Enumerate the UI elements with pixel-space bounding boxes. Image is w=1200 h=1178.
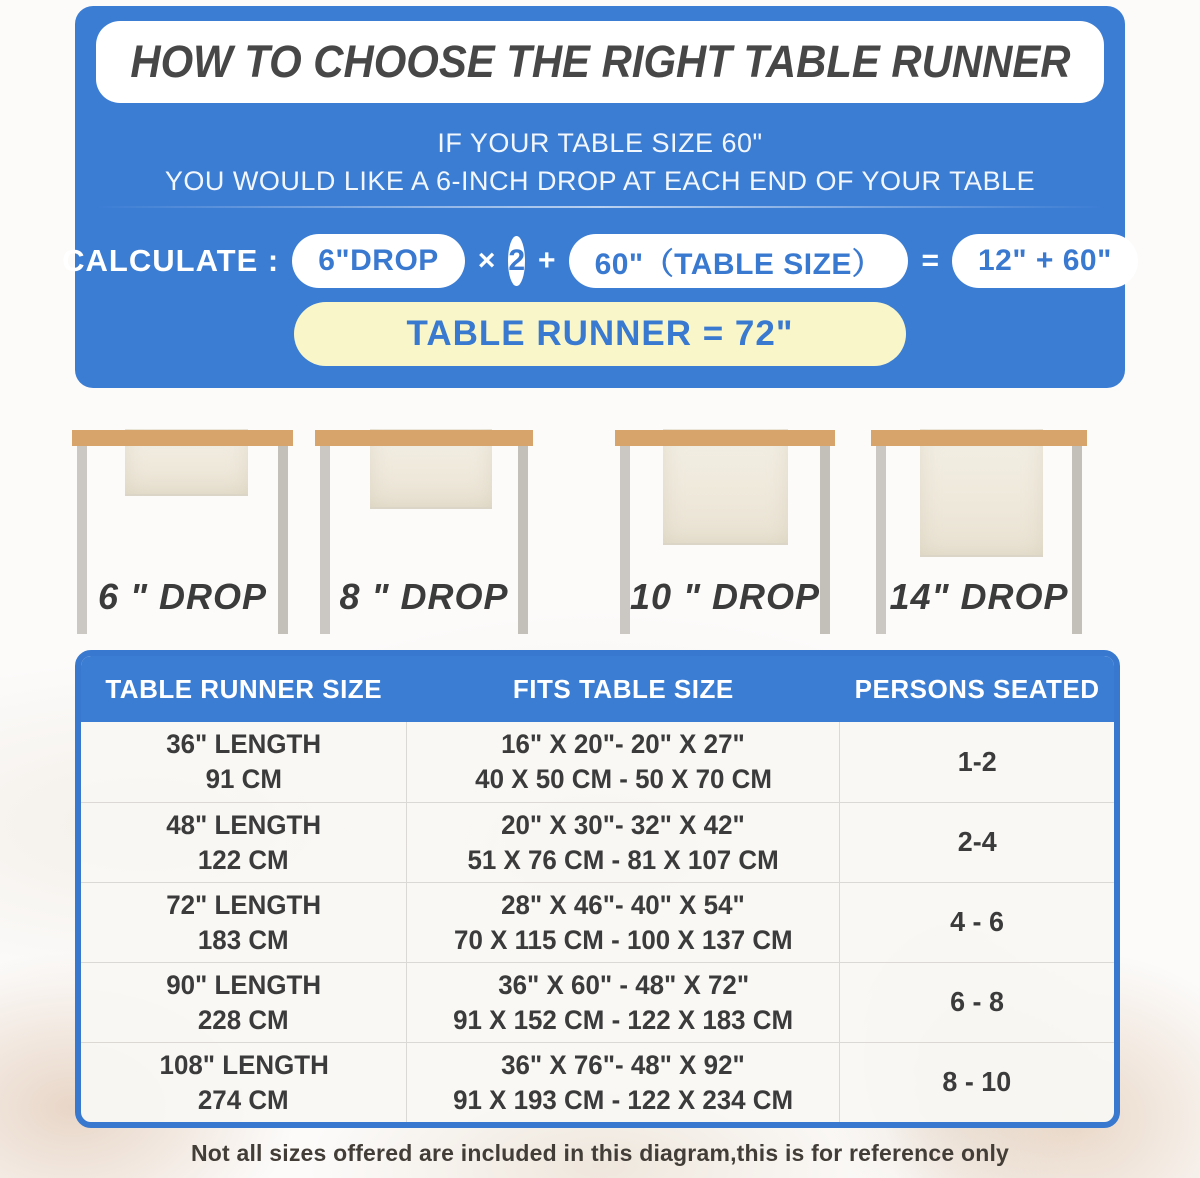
runner-length-in: 108" LENGTH xyxy=(159,1049,329,1080)
persons-seated: 6 - 8 xyxy=(950,986,1005,1018)
runner-size-cell xyxy=(81,963,406,1042)
persons-cell xyxy=(840,1043,1114,1122)
fits-size-cm: 91 X 152 CM - 122 X 183 CM xyxy=(453,1004,794,1035)
size-table-header xyxy=(81,656,1114,722)
persons-cell xyxy=(840,803,1114,882)
calculation-row xyxy=(62,234,1125,288)
disclaimer-note: Not all sizes offered are included in this diagram,this is for reference only xyxy=(190,1140,1010,1166)
runner-length-cm: 228 CM xyxy=(198,1004,290,1035)
fits-size-in: 36" X 60" - 48" X 72" xyxy=(497,969,749,1000)
runner-size-cell xyxy=(81,1043,406,1122)
times-operator: × xyxy=(477,244,496,277)
persons-seated: 2-4 xyxy=(957,826,997,858)
fits-size-cm: 51 X 76 CM - 81 X 107 CM xyxy=(467,844,779,875)
column-header-persons-seated: PERSONS SEATED xyxy=(854,673,1100,704)
tabletop-illustration xyxy=(871,430,1087,446)
equals-operator: = xyxy=(921,244,939,277)
fits-size-cell xyxy=(406,963,840,1042)
fits-size-in: 28" X 46"- 40" X 54" xyxy=(501,889,746,920)
runner-size-cell xyxy=(81,803,406,882)
tabletop-illustration xyxy=(72,430,293,446)
runner-length-cm: 183 CM xyxy=(198,924,290,955)
persons-cell xyxy=(840,963,1114,1042)
persons-seated: 4 - 6 xyxy=(950,906,1005,938)
fits-size-cm: 91 X 193 CM - 122 X 234 CM xyxy=(453,1084,794,1115)
drop-pill: 6"DROP xyxy=(292,234,465,288)
drop-label: 8 " DROP xyxy=(339,576,509,617)
calculate-label: CALCULATE : xyxy=(62,243,280,278)
fits-size-in: 20" X 30"- 32" X 42" xyxy=(501,809,746,840)
persons-seated: 1-2 xyxy=(957,745,997,777)
fits-size-in: 36" X 76"- 48" X 92" xyxy=(501,1049,746,1080)
runner-illustration xyxy=(663,429,788,545)
drop-figure-8in xyxy=(315,430,533,642)
runner-size-cell xyxy=(81,722,406,802)
fits-size-cell xyxy=(406,1043,840,1122)
intro-line-1: IF YOUR TABLE SIZE 60" xyxy=(437,128,763,158)
runner-length-in: 48" LENGTH xyxy=(166,809,322,840)
runner-length-cm: 91 CM xyxy=(205,764,282,794)
title-box xyxy=(96,21,1104,103)
size-table-card xyxy=(75,650,1120,1128)
drop-label: 14" DROP xyxy=(889,576,1069,617)
size-table-body xyxy=(81,722,1114,1122)
runner-length-cm: 122 CM xyxy=(198,844,290,875)
fits-size-cm: 70 X 115 CM - 100 X 137 CM xyxy=(454,924,793,955)
runner-size-cell xyxy=(81,883,406,962)
runner-length-in: 72" LENGTH xyxy=(166,889,322,920)
runner-length-in: 36" LENGTH xyxy=(166,729,322,760)
table-row xyxy=(81,722,1114,802)
fits-size-cell xyxy=(406,883,840,962)
persons-cell xyxy=(840,722,1114,802)
runner-illustration xyxy=(920,429,1043,557)
result-pill: TABLE RUNNER = 72" xyxy=(294,302,906,366)
table-size-pill: 60"（TABLE SIZE） xyxy=(569,234,909,288)
table-row xyxy=(81,962,1114,1042)
fits-size-cm: 40 X 50 CM - 50 X 70 CM xyxy=(474,764,772,794)
header-banner xyxy=(62,6,1125,388)
drop-figure-14in xyxy=(871,430,1087,642)
table-row xyxy=(81,802,1114,882)
intro-line-2: YOU WOULD LIKE A 6-INCH DROP AT EACH END OF YOUR TABLE xyxy=(164,166,1036,196)
banner-divider xyxy=(97,206,1103,208)
sum-pill: 12" + 60" xyxy=(952,234,1138,288)
runner-length-in: 90" LENGTH xyxy=(166,969,322,1000)
fits-size-cell xyxy=(406,722,840,802)
persons-cell xyxy=(840,883,1114,962)
fits-size-in: 16" X 20"- 20" X 27" xyxy=(501,729,746,760)
multiplier-circle: 2 xyxy=(508,236,525,286)
table-row xyxy=(81,1042,1114,1122)
drop-figure-10in xyxy=(615,430,835,642)
column-header-runner-size: TABLE RUNNER SIZE xyxy=(105,673,383,704)
tabletop-illustration xyxy=(615,430,835,446)
fits-size-cell xyxy=(406,803,840,882)
drop-label: 10 " DROP xyxy=(629,576,821,617)
persons-seated: 8 - 10 xyxy=(942,1066,1012,1098)
plus-operator: + xyxy=(538,244,556,277)
drop-label: 6 " DROP xyxy=(97,576,268,617)
tabletop-illustration xyxy=(315,430,533,446)
drop-figure-6in xyxy=(72,430,293,642)
column-header-fits-table-size: FITS TABLE SIZE xyxy=(512,673,734,704)
runner-length-cm: 274 CM xyxy=(198,1084,290,1115)
page-title: HOW TO CHOOSE THE RIGHT TABLE RUNNER xyxy=(129,36,1071,87)
table-row xyxy=(81,882,1114,962)
